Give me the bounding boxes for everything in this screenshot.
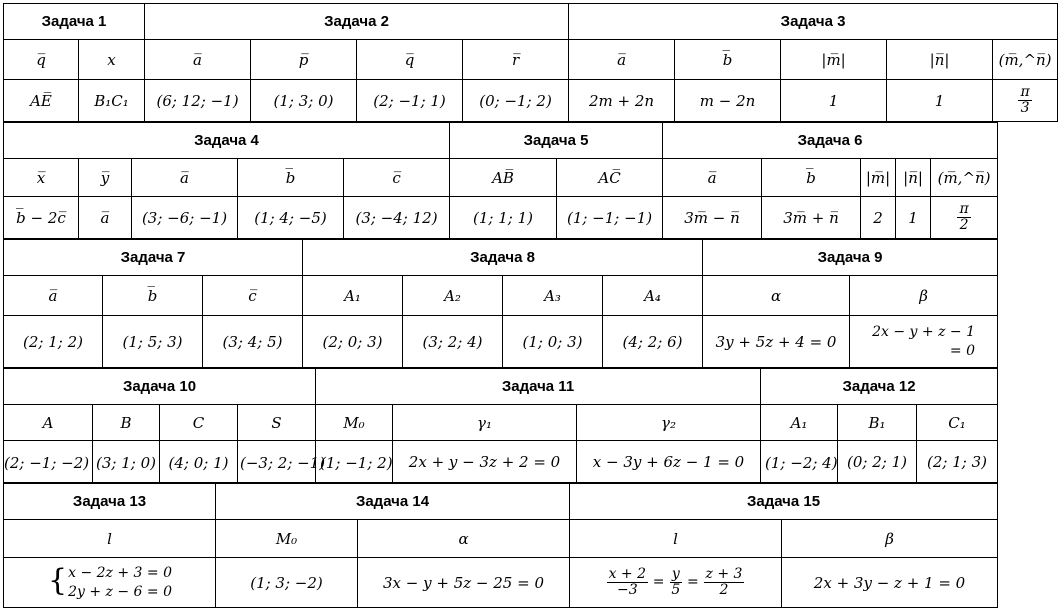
block-5 — [3, 483, 997, 608]
task-6-title: Задача 6 — [663, 123, 998, 159]
equals-sign: = — [687, 574, 699, 591]
task-6-angle-fraction — [957, 202, 970, 232]
task-14-header-m0: M₀ — [216, 520, 358, 558]
task-1-title: Задача 1 — [4, 4, 145, 40]
fraction-denominator: −3 — [616, 582, 638, 598]
system-line-1: x − 2z + 3 = 0 — [68, 564, 172, 581]
block-2-table — [3, 122, 998, 239]
fraction-numerator: y — [671, 566, 680, 583]
task-3-header-b: b̅ — [675, 40, 781, 80]
task-12-header-c1: C₁ — [917, 405, 998, 441]
fraction-numerator: z + 3 — [705, 566, 743, 583]
fraction-denominator: 2 — [719, 582, 729, 598]
task-11-title: Задача 11 — [316, 369, 761, 405]
fraction-denominator: 2 — [959, 217, 969, 233]
task-6-header-m-norm: |m̅| — [861, 159, 896, 197]
block-3-table — [3, 239, 998, 368]
task-4-title: Задача 4 — [4, 123, 450, 159]
task-6-header-n-norm: |n̅| — [896, 159, 931, 197]
task-15-fraction-3 — [704, 567, 745, 597]
task-13-value-l — [4, 558, 216, 608]
task-7-value-b: (1; 5; 3) — [103, 316, 203, 368]
task-7-header-a: a̅ — [4, 276, 103, 316]
task-15-header-l: l — [570, 520, 782, 558]
fraction-denominator: 3 — [1020, 100, 1030, 116]
task-10-header-a: A — [4, 405, 93, 441]
task-10-value-b: (3; 1; 0) — [93, 441, 160, 483]
task-7-header-b: b̅ — [103, 276, 203, 316]
task-15-title: Задача 15 — [570, 484, 998, 520]
task-4-value-y: a̅ — [79, 197, 132, 239]
task-6-value-angle — [931, 197, 998, 239]
task-13-title: Задача 13 — [4, 484, 216, 520]
task-10-header-c: C — [160, 405, 238, 441]
task-10-header-s: S — [238, 405, 316, 441]
task-2-header-r: r̅ — [463, 40, 569, 80]
block-3 — [3, 239, 997, 368]
task-9-title: Задача 9 — [703, 240, 998, 276]
task-11-header-gamma2: γ₂ — [577, 405, 761, 441]
task-9-header-alpha: α — [703, 276, 850, 316]
task-12-title: Задача 12 — [761, 369, 998, 405]
task-12-header-b1: B₁ — [838, 405, 917, 441]
task-11-header-gamma1: γ₁ — [393, 405, 577, 441]
fraction-numerator: π — [959, 201, 969, 218]
block-4-table — [3, 368, 998, 483]
task-11-value-m0: (1; −1; 2) — [316, 441, 393, 483]
task-8-header-a4: A₄ — [603, 276, 703, 316]
task-10-value-a: (2; −1; −2) — [4, 441, 93, 483]
task-2-header-a: a̅ — [145, 40, 251, 80]
task-6-value-a: 3m̅ − n̅ — [663, 197, 762, 239]
system-line-2: 2y + z − 6 = 0 — [68, 583, 172, 600]
equals-sign: = — [652, 574, 665, 591]
task-8-header-a1: A₁ — [303, 276, 403, 316]
task-6-header-angle: (m̅,^n̅) — [931, 159, 998, 197]
task-15-value-beta: 2x + 3y − z + 1 = 0 — [782, 558, 998, 608]
task-9-value-beta — [850, 316, 998, 368]
task-12-value-c1: (2; 1; 3) — [917, 441, 998, 483]
task-9-header-beta: β — [850, 276, 998, 316]
task-13-header-l: l — [4, 520, 216, 558]
task-14-header-alpha: α — [358, 520, 570, 558]
task-2-title: Задача 2 — [145, 4, 569, 40]
task-8-title: Задача 8 — [303, 240, 703, 276]
task-3-value-a: 2m + 2n — [569, 80, 675, 122]
task-6-header-b: b̅ — [762, 159, 861, 197]
task-11-value-gamma2: x − 3y + 6z − 1 = 0 — [577, 441, 761, 483]
task-9-beta-equation — [872, 323, 975, 361]
task-1-header-x: x — [79, 40, 145, 80]
task-5-header-ac: AC̅ — [557, 159, 663, 197]
task-3-title: Задача 3 — [569, 4, 1058, 40]
task-9-value-alpha: 3y + 5z + 4 = 0 — [703, 316, 850, 368]
task-10-value-s: (−3; 2; −1) — [238, 441, 316, 483]
task-3-header-n-norm: |n̅| — [887, 40, 993, 80]
task-11-value-gamma1: 2x + y − 3z + 2 = 0 — [393, 441, 577, 483]
task-1-value-q: AE̅ — [4, 80, 79, 122]
task-2-value-a: (6; 12; −1) — [145, 80, 251, 122]
equation-line-2: = 0 — [949, 342, 975, 359]
task-4-value-x: b̅ − 2c̅ — [4, 197, 79, 239]
block-5-table — [3, 483, 998, 608]
task-6-header-a: a̅ — [663, 159, 762, 197]
task-8-header-a2: A₂ — [403, 276, 503, 316]
task-5-title: Задача 5 — [450, 123, 663, 159]
task-8-value-a4: (4; 2; 6) — [603, 316, 703, 368]
task-2-header-q: q̅ — [357, 40, 463, 80]
task-15-fraction-2 — [669, 567, 682, 597]
task-5-value-ab: (1; 1; 1) — [450, 197, 557, 239]
task-2-value-q: (2; −1; 1) — [357, 80, 463, 122]
task-3-header-angle: (m̅,^n̅) — [993, 40, 1058, 80]
task-13-equation-system — [48, 564, 172, 602]
task-5-header-ab: AB̅ — [450, 159, 557, 197]
task-8-header-a3: A₃ — [503, 276, 603, 316]
fraction-denominator: 5 — [671, 582, 681, 598]
task-11-header-m0: M₀ — [316, 405, 393, 441]
task-8-value-a1: (2; 0; 3) — [303, 316, 403, 368]
task-7-header-c: c̅ — [203, 276, 303, 316]
task-1-value-x: B₁C₁ — [79, 80, 145, 122]
block-4 — [3, 368, 997, 483]
task-2-value-r: (0; −1; 2) — [463, 80, 569, 122]
task-3-value-n-norm: 1 — [887, 80, 993, 122]
task-4-header-y: y̅ — [79, 159, 132, 197]
task-15-fraction-1 — [607, 567, 648, 597]
task-4-header-c: c̅ — [344, 159, 450, 197]
task-12-value-b1: (0; 2; 1) — [838, 441, 917, 483]
fraction-numerator: x + 2 — [608, 566, 647, 583]
task-2-header-p: p̅ — [251, 40, 357, 80]
task-2-value-p: (1; 3; 0) — [251, 80, 357, 122]
task-3-value-b: m − 2n — [675, 80, 781, 122]
task-7-value-c: (3; 4; 5) — [203, 316, 303, 368]
block-1-table — [3, 3, 1058, 122]
task-4-header-x: x̅ — [4, 159, 79, 197]
task-3-angle-fraction — [1018, 85, 1031, 115]
block-2 — [3, 122, 997, 239]
left-brace-icon: { — [48, 562, 68, 598]
task-6-value-b: 3m̅ + n̅ — [762, 197, 861, 239]
task-4-value-b: (1; 4; −5) — [238, 197, 344, 239]
task-1-header-q: q̅ — [4, 40, 79, 80]
task-4-header-b: b̅ — [238, 159, 344, 197]
task-14-title: Задача 14 — [216, 484, 570, 520]
task-12-header-a1: A₁ — [761, 405, 838, 441]
task-3-header-a: a̅ — [569, 40, 675, 80]
tasks-document — [3, 3, 1052, 608]
task-14-value-m0: (1; 3; −2) — [216, 558, 358, 608]
task-5-value-ac: (1; −1; −1) — [557, 197, 663, 239]
task-14-value-alpha: 3x − y + 5z − 25 = 0 — [358, 558, 570, 608]
task-8-value-a2: (3; 2; 4) — [403, 316, 503, 368]
task-10-header-b: B — [93, 405, 160, 441]
system-lines — [68, 564, 172, 602]
task-3-header-m-norm: |m̅| — [781, 40, 887, 80]
equation-line-1: 2x − y + z − 1 — [872, 323, 975, 340]
task-6-value-m-norm: 2 — [861, 197, 896, 239]
task-12-value-a1: (1; −2; 4) — [761, 441, 838, 483]
task-3-value-m-norm: 1 — [781, 80, 887, 122]
task-15-header-beta: β — [782, 520, 998, 558]
task-10-value-c: (4; 0; 1) — [160, 441, 238, 483]
task-7-title: Задача 7 — [4, 240, 303, 276]
task-7-value-a: (2; 1; 2) — [4, 316, 103, 368]
task-10-title: Задача 10 — [4, 369, 316, 405]
task-3-value-angle — [993, 80, 1058, 122]
task-6-value-n-norm: 1 — [896, 197, 931, 239]
block-1 — [3, 3, 1052, 122]
fraction-numerator: π — [1020, 84, 1030, 101]
task-4-value-a: (3; −6; −1) — [132, 197, 238, 239]
task-8-value-a3: (1; 0; 3) — [503, 316, 603, 368]
task-4-header-a: a̅ — [132, 159, 238, 197]
task-15-value-l — [570, 558, 782, 608]
task-4-value-c: (3; −4; 12) — [344, 197, 450, 239]
